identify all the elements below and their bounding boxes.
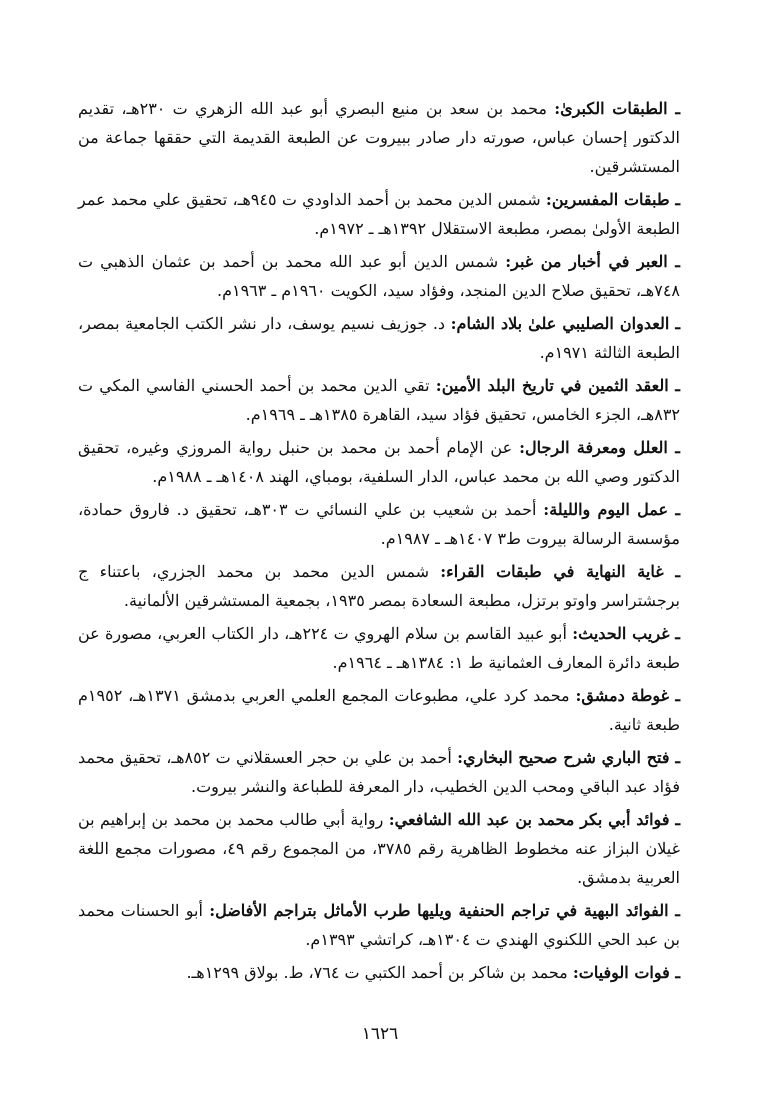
entry-title: ـ الفوائد البهية في تراجم الحنفية ويليها طرب الأماثل بتراجم الأفاضل: [209,901,680,920]
entry-body: تقي الدين محمد بن أحمد الحسني الفاسي المكي ت ٨٣٢هـ، الجزء الخامس، تحقيق فؤاد سيد، القاهرة ١٣٨٥هـ ـ ١٩٦٩م. [78,376,680,424]
entry-title: ـ العبر في أخبار من غبر: [505,252,680,271]
page-number: ١٦٢٦ [361,1024,399,1044]
entry-body: رواية أبي طالب محمد بن محمد بن إبراهيم بن غيلان البزاز عنه مخطوط الظاهرية رقم ٣٧٨٥، من المجموع رقم ٤٩، مصورات مجمع اللغة العربية بدمشق. [78,810,680,887]
bibliography-entry [78,681,680,739]
entry-title: ـ الطبقات الكبرىٰ: [554,99,681,118]
entry-title: ـ العدوان الصليبي علىٰ بلاد الشام: [450,314,681,333]
entry-body: محمد كرد علي، مطبوعات المجمع العلمي العربي بدمشق ١٣٧١هـ، ١٩٥٢م طبعة ثانية. [78,686,680,734]
bibliography-entry [78,247,680,305]
entry-body: أبو الحسنات محمد بن عبد الحي اللكنوي الهندي ت ١٣٠٤هـ، كراتشي ١٣٩٣م. [78,901,680,949]
bibliography-entry [78,619,680,677]
entry-body: أبو عبيد القاسم بن سلام الهروي ت ٢٢٤هـ، دار الكتاب العربي، مصورة عن طبعة دائرة المعارف العثمانية ط ١: ١٣٨٤هـ ـ ١٩٦٤م. [78,624,680,672]
bibliography-entry [78,433,680,491]
bibliography-entry [78,309,680,367]
entry-body: أحمد بن علي بن حجر العسقلاني ت ٨٥٢هـ، تحقيق محمد فؤاد عبد الباقي ومحب الدين الخطيب، دار المعرفة للطباعة والنشر بيروت. [78,748,680,796]
entry-body: شمس الدين محمد بن أحمد الداودي ت ٩٤٥هـ، تحقيق علي محمد عمر الطبعة الأولىٰ بمصر، مطبعة الاستقلال ١٣٩٢هـ ـ ١٩٧٢م. [78,190,680,238]
entry-body: شمس الدين أبو عبد الله محمد بن أحمد بن عثمان الذهبي ت ٧٤٨هـ، تحقيق صلاح الدين المنجد، وفؤاد سيد، الكويت ١٩٦٠م ـ ١٩٦٣م. [78,252,680,300]
entry-body: محمد بن شاكر بن أحمد الكتبي ت ٧٦٤، ط. بولاق ١٢٩٩هـ. [186,963,568,982]
bibliography-entry [78,896,680,954]
entry-body: أحمد بن شعيب بن علي النسائي ت ٣٠٣هـ، تحقيق د. فاروق حمادة، مؤسسة الرسالة بيروت ط٣ ١٤٠٧هـ ـ ١٩٨٧م. [78,500,680,548]
bibliography-list [78,94,680,991]
entry-title: ـ العلل ومعرفة الرجال: [519,438,680,457]
entry-title: ـ طبقات المفسرين: [545,190,681,209]
bibliography-entry [78,185,680,243]
bibliography-entry [78,958,680,987]
bibliography-entry [78,557,680,615]
entry-title: ـ غريب الحديث: [572,624,680,643]
entry-body: عن الإمام أحمد بن محمد بن حنبل رواية المروزي وغيره، تحقيق الدكتور وصي الله بن محمد عباس، الدار السلفية، بومباي، الهند ١٤٠٨هـ ـ ١٩٨٨م. [78,438,680,486]
entry-title: ـ فتح الباري شرح صحيح البخاري: [457,748,681,767]
bibliography-entry [78,495,680,553]
entry-body: شمس الدين محمد بن محمد الجزري، باعتناء ج برجشتراسر واوتو برتزل، مطبعة السعادة بمصر ١٩٣٥، بجمعية المستشرقين الألمانية. [78,562,680,610]
entry-title: ـ العقد الثمين في تاريخ البلد الأمين: [435,376,680,395]
bibliography-entry [78,94,680,181]
entry-title: ـ غوطة دمشق: [575,686,681,705]
bibliography-entry [78,743,680,801]
entry-title: ـ فوات الوفيات: [572,963,680,982]
entry-title: ـ عمل اليوم والليلة: [543,500,681,519]
entry-body: د. جوزيف نسيم يوسف، دار نشر الكتب الجامعية بمصر، الطبعة الثالثة ١٩٧١م. [78,314,680,362]
entry-body: محمد بن سعد بن منيع البصري أبو عبد الله الزهري ت ٢٣٠هـ، تقديم الدكتور إحسان عباس، صورته دار صادر ببيروت عن الطبعة القديمة التي حققها جماعة من المستشرقين. [78,99,680,176]
entry-title: ـ غاية النهاية في طبقات القراء: [440,562,681,581]
bibliography-entry [78,805,680,892]
entry-title: ـ فوائد أبي بكر محمد بن عبد الله الشافعي: [388,810,681,829]
bibliography-entry [78,371,680,429]
